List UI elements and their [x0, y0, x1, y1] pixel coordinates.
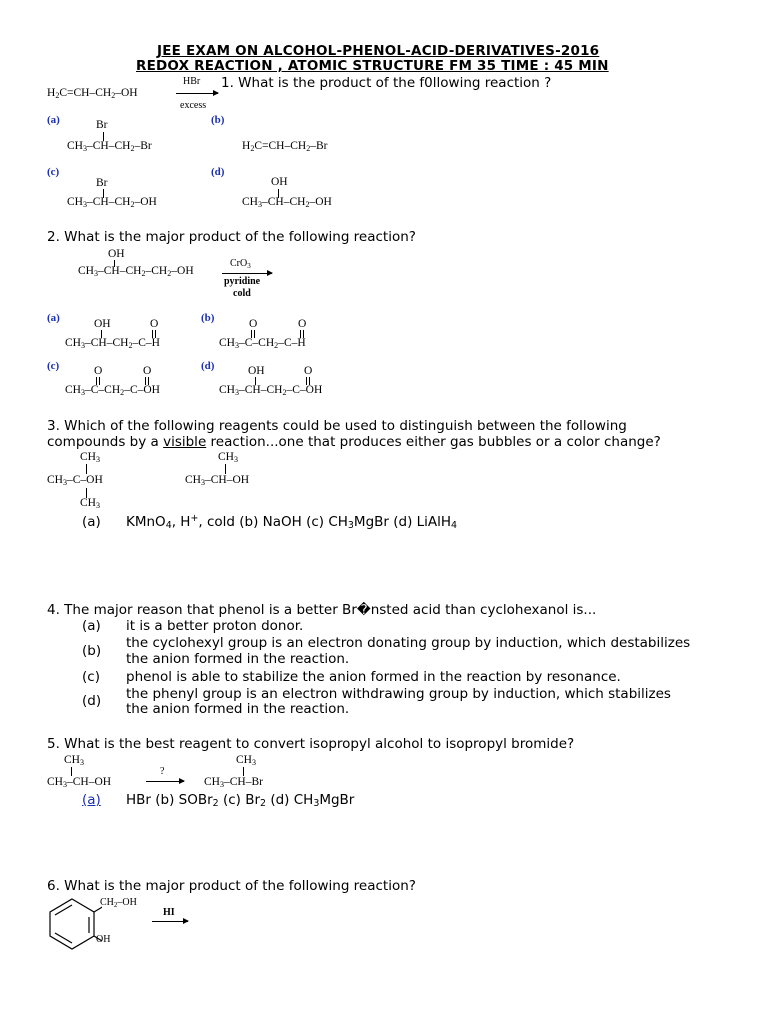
- q4-option-b-text-2[interactable]: the anion formed in the reaction.: [126, 651, 350, 667]
- q6-reagent: HI: [163, 907, 175, 918]
- q3-line2-visible: visible: [163, 434, 207, 450]
- q3-mol2-bond-top: [225, 464, 226, 474]
- q2-arrow: [222, 273, 272, 274]
- q3-mol2-structure: $CH_3-CH-OH$: [185, 474, 250, 487]
- q5-option-a-link[interactable]: (a): [82, 792, 101, 808]
- q2-d-oh: OH: [248, 365, 265, 377]
- q1-option-d[interactable]: (d): [211, 166, 225, 178]
- q5-arrow-label: ?: [160, 766, 165, 777]
- q3-mol1-bottom-ch3: $CH_3$: [80, 497, 101, 510]
- q4-option-a-text[interactable]: it is a better proton donor.: [126, 618, 304, 634]
- q2-a-o: O: [150, 318, 159, 330]
- q1-d-structure: $CH_3-CH-CH_2-OH$: [242, 196, 332, 209]
- q1-reactant: $H_2C=CH-CH_2-OH$: [47, 87, 138, 100]
- q2-c-o1: O: [94, 365, 103, 377]
- q4-option-d-text-2[interactable]: the anion formed in the reaction.: [126, 701, 350, 717]
- q1-d-oh: OH: [271, 176, 288, 188]
- q2-option-d[interactable]: (d): [201, 360, 215, 372]
- q1-a-br: Br: [96, 119, 108, 131]
- q1-option-b[interactable]: (b): [211, 114, 225, 126]
- q1-reagent-bottom: excess: [180, 100, 207, 111]
- q1-text: 1. What is the product of the f0llowing reaction ?: [221, 75, 552, 91]
- q6-substituent-oh: OH: [96, 934, 111, 945]
- q2-a-structure: $CH_3-CH-CH_2-C-H$: [65, 337, 160, 350]
- q4-option-b-label[interactable]: (b): [82, 643, 102, 659]
- q1-c-br: Br: [96, 177, 108, 189]
- q1-b-structure: $H_2C=CH-CH_2-Br$: [242, 140, 328, 153]
- q2-d-o: O: [304, 365, 313, 377]
- q2-text: 2. What is the major product of the following reaction?: [47, 229, 416, 245]
- q5-product: $CH_3-CH-Br$: [204, 776, 263, 789]
- exam-subtitle: REDOX REACTION , ATOMIC STRUCTURE FM 35 TIME : 45 MIN: [136, 58, 609, 74]
- q5-arrow: [146, 781, 184, 782]
- q3-line2-pre: compounds by a: [47, 434, 164, 450]
- q6-text: 6. What is the major product of the following reaction?: [47, 878, 416, 894]
- q2-oh: OH: [108, 248, 125, 260]
- q3-mol1-structure: $CH_3-C-OH$: [47, 474, 103, 487]
- q2-c-o2: O: [143, 365, 152, 377]
- q2-b-structure: $CH_3-C-CH_2-C-H$: [219, 337, 306, 350]
- q6-substituent-ch2oh: $CH_2-OH$: [100, 897, 137, 909]
- q4-option-d-label[interactable]: (d): [82, 693, 102, 709]
- q2-reagent-mid: pyridine: [224, 276, 261, 287]
- q1-option-a[interactable]: (a): [47, 114, 60, 126]
- q1-option-c[interactable]: (c): [47, 166, 60, 178]
- q5-reactant-bond: [71, 767, 72, 776]
- q4-option-c-label[interactable]: (c): [82, 669, 100, 685]
- q1-reagent-top: HBr: [183, 76, 201, 87]
- q5-reactant-ch3: $CH_3$: [64, 754, 85, 767]
- q2-option-a[interactable]: (a): [47, 312, 60, 324]
- q5-options[interactable]: HBr (b) SOBr$_2$ (c) $Br_2$ (d) $CH_3MgBr$: [126, 792, 355, 809]
- q2-reactant: $CH_3-CH-CH_2-CH_2-OH$: [78, 265, 194, 278]
- benzene-ring-icon: [42, 895, 102, 955]
- q2-reagent-bottom: cold: [233, 288, 251, 299]
- q6-arrow: [152, 921, 188, 922]
- q2-c-structure: $CH_3-C-CH_2-C-OH$: [65, 384, 160, 397]
- q3-option-a-label[interactable]: (a): [82, 514, 101, 530]
- q3-options[interactable]: KMnO$_4$, H+, cold (b) NaOH (c) $CH_3MgBr$ (d) LiAlH$_4$: [126, 513, 458, 531]
- q3-mol1-top-ch3: $CH_3$: [80, 451, 101, 464]
- q3-line1: 3. Which of the following reagents could be used to distinguish between the following: [47, 418, 627, 434]
- q2-b-o1: O: [249, 318, 258, 330]
- q1-c-structure: $CH_3-CH-CH_2-OH$: [67, 196, 157, 209]
- q5-reactant: $CH_3-CH-OH$: [47, 776, 112, 789]
- q3-mol2-top-ch3: $CH_3$: [218, 451, 239, 464]
- q3-line2: [47, 434, 661, 450]
- q2-option-c[interactable]: (c): [47, 360, 60, 372]
- q5-product-bond: [243, 767, 244, 776]
- q4-option-b-text-1[interactable]: the cyclohexyl group is an electron donating group by induction, which destabilizes: [126, 635, 691, 651]
- q2-reagent-top: CrO$_3$: [230, 258, 251, 270]
- q4-option-a-label[interactable]: (a): [82, 618, 101, 634]
- q2-d-structure: $CH_3-CH-CH_2-C-OH$: [219, 384, 323, 397]
- q5-text: 5. What is the best reagent to convert isopropyl alcohol to isopropyl bromide?: [47, 736, 575, 752]
- q1-a-structure: $CH_3-CH-CH_2-Br$: [67, 140, 152, 153]
- q2-option-b[interactable]: (b): [201, 312, 215, 324]
- q4-option-d-text-1[interactable]: the phenyl group is an electron withdrawing group by induction, which stabilizes: [126, 686, 671, 702]
- q2-a-oh: OH: [94, 318, 111, 330]
- q3-line2-post: reaction...one that produces either gas bubbles or a color change?: [206, 434, 661, 450]
- q3-mol1-bond-top: [86, 464, 87, 474]
- exam-title: JEE EXAM ON ALCOHOL-PHENOL-ACID-DERIVATIVES-2016: [157, 43, 600, 59]
- q5-product-ch3: $CH_3$: [236, 754, 257, 767]
- q2-b-o2: O: [298, 318, 307, 330]
- q4-text: 4. The major reason that phenol is a better Br�nsted acid than cyclohexanol is...: [47, 602, 597, 618]
- q1-arrow: [176, 93, 218, 94]
- q4-option-c-text[interactable]: phenol is able to stabilize the anion formed in the reaction by resonance.: [126, 669, 621, 685]
